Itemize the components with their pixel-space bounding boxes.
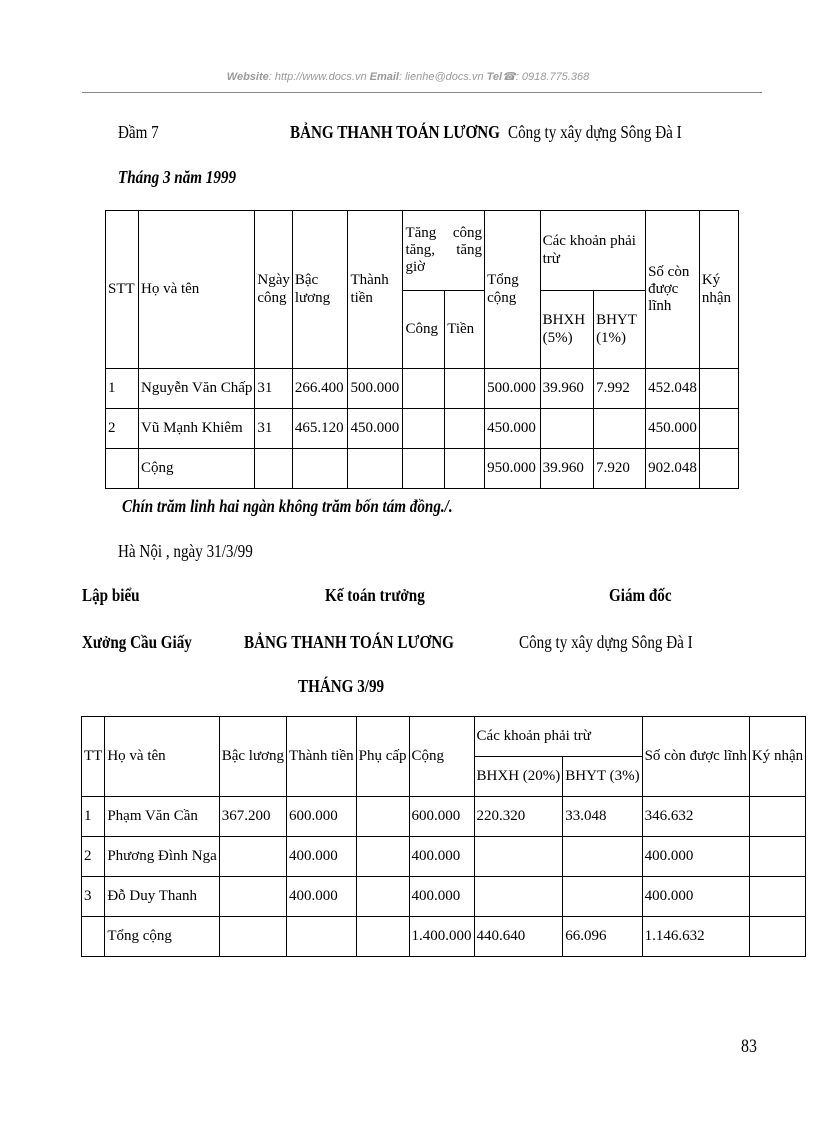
table-row [82, 837, 806, 877]
s1-r3-sign [699, 449, 738, 489]
s2-r4-allowance [356, 917, 409, 957]
table-row [106, 409, 739, 449]
s1-r3-days [255, 449, 293, 489]
s1-r1-sign [699, 369, 738, 409]
s2-r1-net: 346.632 [642, 797, 749, 837]
s2-r4-amount [287, 917, 357, 957]
email-value: : lienhe@docs.vn [399, 71, 484, 83]
tel-label: Tel [486, 71, 503, 83]
s1-r2-ot-money [445, 409, 485, 449]
s2-r4-name: Tổng cộng [105, 917, 219, 957]
site-header [0, 70, 816, 83]
s1-r3-bhyt: 7.920 [594, 449, 646, 489]
s1-period: Tháng 3 năm 1999 [118, 167, 237, 187]
s1-r3-bhxh: 39.960 [540, 449, 593, 489]
s1-col-deductions: Các khoản phải trừ [540, 211, 645, 291]
s2-title: BẢNG THANH TOÁN LƯƠNG [244, 632, 454, 652]
s1-unit: Đầm 7 [118, 122, 159, 142]
s2-col-name: Họ và tên [105, 717, 219, 797]
s2-r4-net: 1.146.632 [642, 917, 749, 957]
s2-unit: Xưởng Cầu Giấy [82, 632, 192, 652]
s2-col-sum: Cộng [409, 717, 474, 797]
s2-r4-bhyt: 66.096 [563, 917, 642, 957]
s1-col-grade: Bậc lương [292, 211, 348, 369]
s2-r3-net: 400.000 [642, 877, 749, 917]
s2-r1-sum: 600.000 [409, 797, 474, 837]
s2-period: THÁNG 3/99 [298, 676, 385, 696]
s1-r2-stt: 2 [106, 409, 139, 449]
s1-amount-in-words: Chín trăm linh hai ngàn không trăm bốn tám đồng./. [122, 496, 453, 516]
s1-sign-preparer: Lập biểu [82, 585, 140, 605]
s1-r1-bhxh: 39.960 [540, 369, 593, 409]
s1-r3-net: 902.048 [646, 449, 700, 489]
s2-col-grade: Bậc lương [219, 717, 286, 797]
s1-r2-name: Vũ Mạnh Khiêm [138, 409, 254, 449]
s2-r3-amount: 400.000 [287, 877, 357, 917]
s2-company: Công ty xây dựng Sông Đà I [519, 632, 693, 652]
s1-r2-bhyt [594, 409, 646, 449]
s1-sign-director: Giám đốc [609, 585, 672, 605]
s1-r2-bhxh [540, 409, 593, 449]
s2-r3-allowance [356, 877, 409, 917]
s2-col-amount: Thành tiền [287, 717, 357, 797]
s1-r3-ot-money [445, 449, 485, 489]
s2-col-sign: Ký nhận [749, 717, 805, 797]
s1-r2-sign [699, 409, 738, 449]
s2-r2-bhxh [474, 837, 563, 877]
s1-r1-grade: 266.400 [292, 369, 348, 409]
s2-r3-sum: 400.000 [409, 877, 474, 917]
s1-col-stt: STT [106, 211, 139, 369]
s2-r4-sign [749, 917, 805, 957]
table-total-row [106, 449, 739, 489]
s1-r2-net: 450.000 [646, 409, 700, 449]
s2-col-net: Số còn được lĩnh [642, 717, 749, 797]
s1-r3-total: 950.000 [485, 449, 541, 489]
s1-sign-accountant: Kế toán trưởng [325, 585, 425, 605]
s1-r1-net: 452.048 [646, 369, 700, 409]
s1-r2-total: 450.000 [485, 409, 541, 449]
s1-r2-ot-days [403, 409, 445, 449]
s1-col-days: Ngày công [255, 211, 293, 369]
s1-r3-amount [348, 449, 403, 489]
s2-r4-tt [82, 917, 105, 957]
table-total-row [82, 917, 806, 957]
s2-r3-tt: 3 [82, 877, 105, 917]
s1-col-sign: Ký nhận [699, 211, 738, 369]
s1-col-name: Họ và tên [138, 211, 254, 369]
s2-r2-sign [749, 837, 805, 877]
website-label: Website [226, 71, 269, 83]
table-row [82, 797, 806, 837]
s2-r4-sum: 1.400.000 [409, 917, 474, 957]
s1-company: Công ty xây dựng Sông Đà I [508, 122, 682, 142]
s1-r3-grade [292, 449, 348, 489]
table-row [82, 877, 806, 917]
s1-r1-total: 500.000 [485, 369, 541, 409]
s1-r1-name: Nguyễn Văn Chấp [138, 369, 254, 409]
s2-r3-name: Đỗ Duy Thanh [105, 877, 219, 917]
s2-r3-bhyt [563, 877, 642, 917]
s2-col-deductions: Các khoản phải trừ [474, 717, 642, 757]
header-divider [82, 92, 762, 93]
s2-r1-sign [749, 797, 805, 837]
s1-col-ot-days: Công [403, 291, 445, 369]
s1-r1-ot-money [445, 369, 485, 409]
s2-r1-bhxh: 220.320 [474, 797, 563, 837]
s1-r2-days: 31 [255, 409, 293, 449]
s2-r1-grade: 367.200 [219, 797, 286, 837]
s2-r1-name: Phạm Văn Cần [105, 797, 219, 837]
s1-r1-stt: 1 [106, 369, 139, 409]
s2-r2-sum: 400.000 [409, 837, 474, 877]
s2-r1-tt: 1 [82, 797, 105, 837]
s1-r1-bhyt: 7.992 [594, 369, 646, 409]
s1-r2-grade: 465.120 [292, 409, 348, 449]
s1-r1-amount: 500.000 [348, 369, 403, 409]
s2-r3-bhxh [474, 877, 563, 917]
s2-r2-allowance [356, 837, 409, 877]
s1-col-ot-money: Tiền [445, 291, 485, 369]
s1-place-date: Hà Nội , ngày 31/3/99 [118, 541, 253, 561]
s1-r3-name: Cộng [138, 449, 254, 489]
s2-r3-grade [219, 877, 286, 917]
s2-r1-bhyt: 33.048 [563, 797, 642, 837]
s2-r1-amount: 600.000 [287, 797, 357, 837]
s2-r2-name: Phương Đình Nga [105, 837, 219, 877]
s2-col-allowance: Phụ cấp [356, 717, 409, 797]
website-value: : http://www.docs.vn [268, 71, 367, 83]
s1-col-total: Tổng cộng [485, 211, 541, 369]
s2-payroll-table [81, 716, 806, 957]
s1-col-bhyt: BHYT (1%) [594, 291, 646, 369]
s2-r2-net: 400.000 [642, 837, 749, 877]
s1-r2-amount: 450.000 [348, 409, 403, 449]
s2-col-bhyt: BHYT (3%) [563, 757, 642, 797]
s1-r1-days: 31 [255, 369, 293, 409]
s1-payroll-table [105, 210, 739, 489]
s1-col-net: Số còn được lĩnh [646, 211, 700, 369]
s2-col-bhxh: BHXH (20%) [474, 757, 563, 797]
s2-r1-allowance [356, 797, 409, 837]
email-label: Email [369, 71, 399, 83]
page-number: 83 [741, 1036, 757, 1057]
s2-r2-tt: 2 [82, 837, 105, 877]
s2-col-tt: TT [82, 717, 105, 797]
s1-title: BẢNG THANH TOÁN LƯƠNG [290, 122, 500, 142]
s1-col-bhxh: BHXH (5%) [540, 291, 593, 369]
s1-r3-ot-days [403, 449, 445, 489]
s2-r4-grade [219, 917, 286, 957]
s2-r2-bhyt [563, 837, 642, 877]
tel-value: ☎: 0918.775.368 [502, 71, 590, 83]
s1-r1-ot-days [403, 369, 445, 409]
s2-r2-amount: 400.000 [287, 837, 357, 877]
s1-col-amount: Thành tiền [348, 211, 403, 369]
s2-r2-grade [219, 837, 286, 877]
s1-r3-stt [106, 449, 139, 489]
s2-r3-sign [749, 877, 805, 917]
s2-r4-bhxh: 440.640 [474, 917, 563, 957]
s1-col-overtime: Tăng công tăng, tăng giờ [403, 211, 485, 291]
table-row [106, 369, 739, 409]
